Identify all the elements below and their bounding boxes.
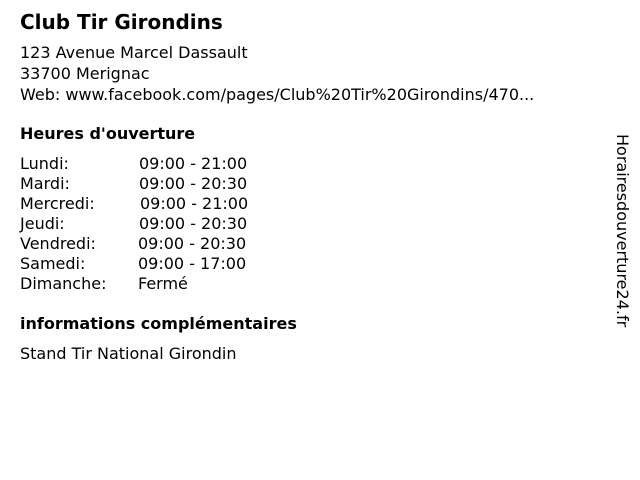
address-city: 33700 Merignac (20, 64, 150, 83)
day-label: Jeudi: (20, 214, 65, 233)
day-label: Lundi: (20, 154, 69, 173)
site-watermark: Horairesdouverture24.fr (613, 134, 632, 328)
address-street: 123 Avenue Marcel Dassault (20, 43, 248, 62)
day-label: Vendredi: (20, 234, 96, 253)
additional-info-heading: informations complémentaires (20, 314, 297, 333)
day-label: Mercredi: (20, 194, 95, 213)
day-label: Mardi: (20, 174, 70, 193)
hours-value: 09:00 - 21:00 (139, 154, 248, 173)
website-link[interactable]: Web: www.facebook.com/pages/Club%20Tir%20Girondins/470... (20, 85, 535, 104)
hours-value: 09:00 - 17:00 (138, 254, 247, 273)
hours-value: 09:00 - 21:00 (140, 194, 249, 213)
hours-value: 09:00 - 20:30 (139, 174, 248, 193)
day-label: Dimanche: (20, 274, 107, 293)
business-name: Club Tir Girondins (20, 10, 223, 34)
hours-value: 09:00 - 20:30 (138, 234, 247, 253)
day-label: Samedi: (20, 254, 86, 273)
hours-value: Fermé (138, 274, 188, 293)
opening-hours-heading: Heures d'ouverture (20, 124, 196, 143)
hours-value: 09:00 - 20:30 (139, 214, 248, 233)
additional-info-text: Stand Tir National Girondin (20, 344, 237, 363)
